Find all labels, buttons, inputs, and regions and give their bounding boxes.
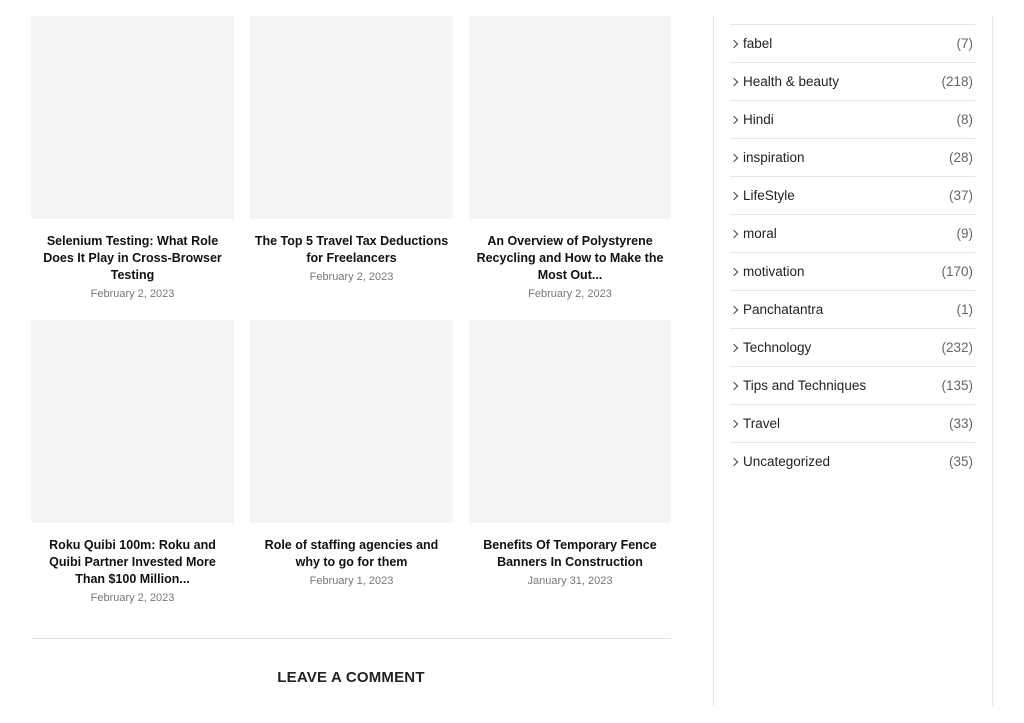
post-card[interactable]	[469, 320, 671, 605]
category-label[interactable]: Uncategorized	[743, 454, 831, 469]
category-label[interactable]: motivation	[743, 264, 805, 279]
category-count: (218)	[941, 74, 973, 89]
post-card[interactable]	[469, 16, 671, 320]
post-title[interactable]: An Overview of Polystyrene Recycling and How to Make the Most Out...	[476, 234, 664, 282]
category-item-health-beauty[interactable]	[730, 62, 975, 100]
category-label[interactable]: Technology	[743, 340, 812, 355]
category-label[interactable]: Health & beauty	[743, 74, 840, 89]
chevron-right-icon	[730, 153, 739, 163]
category-label[interactable]: Hindi	[743, 112, 774, 127]
category-count: (37)	[948, 188, 973, 203]
sidebar	[713, 16, 993, 706]
post-thumbnail[interactable]	[31, 320, 234, 523]
related-posts-row-2	[31, 320, 671, 605]
chevron-right-icon	[730, 457, 739, 467]
category-item-hindi[interactable]	[730, 100, 975, 138]
category-label[interactable]: LifeStyle	[743, 188, 795, 203]
chevron-right-icon	[730, 115, 739, 125]
category-item-motivation[interactable]	[730, 252, 975, 290]
category-count: (8)	[956, 112, 973, 127]
category-count: (232)	[941, 340, 973, 355]
category-label[interactable]: moral	[743, 226, 777, 241]
category-item-fabel[interactable]	[730, 24, 975, 62]
category-count: (33)	[948, 416, 973, 431]
chevron-right-icon	[730, 419, 739, 429]
leave-comment-heading: LEAVE A COMMENT	[277, 669, 425, 686]
post-date: February 2, 2023	[528, 288, 612, 300]
post-thumbnail[interactable]	[469, 320, 671, 523]
category-item-moral[interactable]	[730, 214, 975, 252]
section-divider	[31, 638, 671, 639]
related-posts-row-1	[31, 16, 671, 320]
category-item-lifestyle[interactable]	[730, 176, 975, 214]
category-count: (28)	[948, 150, 973, 165]
category-count: (9)	[956, 226, 973, 241]
related-posts	[31, 16, 671, 605]
category-item-inspiration[interactable]	[730, 138, 975, 176]
category-label[interactable]: Tips and Techniques	[743, 378, 867, 393]
category-item-technology[interactable]	[730, 328, 975, 366]
chevron-right-icon	[730, 191, 739, 201]
category-count: (7)	[956, 36, 973, 51]
chevron-right-icon	[730, 229, 739, 239]
post-thumbnail[interactable]	[250, 16, 453, 219]
post-date: February 1, 2023	[309, 575, 394, 587]
category-count: (1)	[956, 302, 973, 317]
post-thumbnail[interactable]	[31, 16, 234, 219]
chevron-right-icon	[730, 381, 739, 391]
category-count: (35)	[948, 454, 973, 469]
post-date: February 2, 2023	[90, 288, 175, 300]
category-item-uncategorized[interactable]	[730, 442, 975, 480]
chevron-right-icon	[730, 39, 739, 49]
category-item-travel[interactable]	[730, 404, 975, 442]
category-label[interactable]: Panchatantra	[743, 302, 824, 317]
category-count: (135)	[941, 378, 973, 393]
post-thumbnail[interactable]	[469, 16, 671, 219]
post-card[interactable]	[250, 320, 453, 605]
post-date: February 2, 2023	[90, 592, 175, 604]
post-title[interactable]: Benefits Of Temporary Fence Banners In Construction	[483, 538, 657, 569]
category-label[interactable]: Travel	[743, 416, 781, 431]
category-label[interactable]: inspiration	[743, 150, 805, 165]
post-date: January 31, 2023	[527, 575, 613, 587]
post-date: February 2, 2023	[309, 271, 394, 283]
chevron-right-icon	[730, 343, 739, 353]
category-list	[730, 24, 975, 480]
category-label[interactable]: fabel	[743, 36, 773, 51]
post-title[interactable]: Role of staffing agencies and why to go for them	[264, 538, 439, 569]
category-count: (170)	[941, 264, 973, 279]
post-title[interactable]: Selenium Testing: What Role Does It Play in Cross-Browser Testing	[43, 234, 222, 282]
category-item-tips-and-techniques[interactable]	[730, 366, 975, 404]
chevron-right-icon	[730, 267, 739, 277]
category-item-panchatantra[interactable]	[730, 290, 975, 328]
post-thumbnail[interactable]	[250, 320, 453, 523]
post-title[interactable]: Roku Quibi 100m: Roku and Quibi Partner Invested More Than $100 Million...	[49, 538, 216, 586]
chevron-right-icon	[730, 77, 739, 87]
post-title[interactable]: The Top 5 Travel Tax Deductions for Freelancers	[254, 234, 449, 265]
post-card[interactable]	[31, 16, 234, 320]
post-card[interactable]	[31, 320, 234, 605]
post-card[interactable]	[250, 16, 453, 320]
chevron-right-icon	[730, 305, 739, 315]
